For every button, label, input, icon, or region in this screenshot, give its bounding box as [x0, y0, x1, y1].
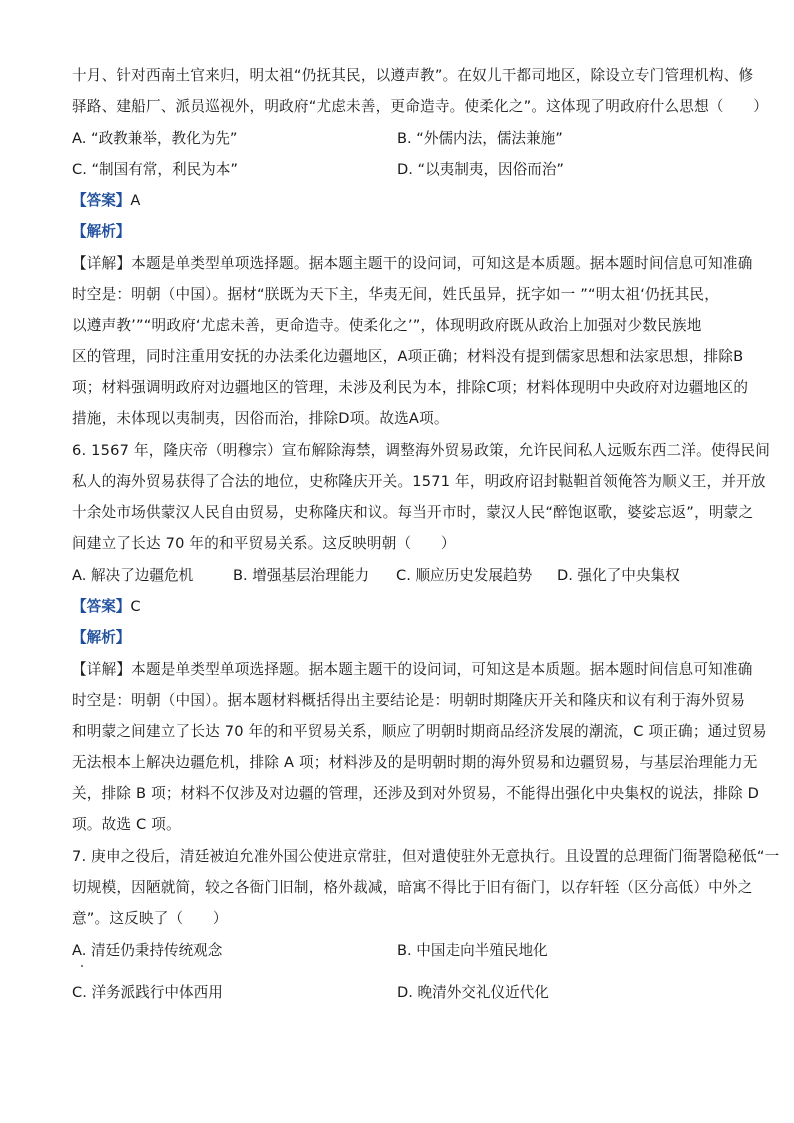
- q5-answer-value: A: [130, 192, 141, 209]
- q5-detail-line-4: 区的管理，同时注重用安抚的办法柔化边疆地区，A项正确；材料没有提到儒家思想和法家思想，排除B: [72, 348, 744, 365]
- q6-answer-label: 【答案】: [72, 598, 131, 615]
- q5-detail-line-1: 【详解】本题是单类型单项选择题。据本题主题干的设问词，可知这是本质题。据本题时间信息可知准确: [72, 255, 753, 272]
- q5-detail-line-5: 项；材料强调明政府对边疆地区的管理，未涉及利民为本，排除C项；材料体现明中央政府对边疆地区的: [72, 379, 749, 396]
- q6-answer: [72, 597, 141, 617]
- q7-option-a: A. 清廷仍秉持传统观念: [72, 942, 223, 959]
- q6-analysis-heading: [72, 628, 130, 648]
- q5-analysis-label: 【解析】: [72, 223, 131, 240]
- q6-analysis-label: 【解析】: [72, 629, 131, 646]
- q7-option-d: D. 晚清外交礼仪近代化: [397, 984, 549, 1001]
- q6-detail-line-2: 时空是：明朝（中国）。据本题材料概括得出主要结论是：明朝时期隆庆开关和隆庆和议有利于海外贸易: [72, 692, 746, 709]
- q5-option-c: C. “制国有常，利民为本”: [72, 161, 238, 178]
- q5-answer-label: 【答案】: [72, 192, 131, 209]
- q7-stem-line-2: 切规模，因陋就简，较之各衙门旧制，格外裁减，暗寓不得比于旧有衙门，以存轩轾（区分高低）中外之: [72, 879, 753, 896]
- q6-detail-line-5: 关，排除 B 项；材料不仅涉及对边疆的管理，还涉及到对外贸易，不能得出强化中央集权的说法，排除 D: [72, 785, 760, 802]
- q5-option-a: A. “政教兼举，教化为先”: [72, 130, 238, 147]
- q6-detail-line-6: 项。故选 C 项。: [72, 816, 181, 833]
- q6-stem-line-3: 十余处市场供蒙汉人民自由贸易，史称隆庆和议。每当开市时，蒙汉人民“醉饱讴歌，婆娑忘返”，明蒙之: [72, 504, 754, 521]
- q6-detail-line-1: 【详解】本题是单类型单项选择题。据本题主题干的设问词，可知这是本质题。据本题时间信息可知准确: [72, 661, 753, 678]
- q5-detail-line-2: 时空是：明朝（中国）。据材“朕既为天下主，华夷无间，姓氏虽异，抚字如一 ”“明太祖‘仍抚其民，: [72, 286, 720, 303]
- stray-dot-mark: [81, 965, 83, 967]
- q6-detail-line-3: 和明蒙之间建立了长达 70 年的和平贸易关系，顺应了明朝时期商品经济发展的潮流，C 项正确；通过贸易: [72, 723, 767, 740]
- q6-stem-line-4: 间建立了长达 70 年的和平贸易关系。这反映明朝（ ）: [72, 535, 456, 552]
- q5-detail-line-6: 措施，未体现以夷制夷，因俗而治，排除D项。故选A项。: [72, 410, 449, 427]
- q6-option-b: B. 增强基层治理能力: [233, 567, 370, 584]
- q5-stem-line-2: 驿路、建船厂、派员巡视外，明政府“尤虑未善，更命造寺。使柔化之”。这体现了明政府什么思想（ ）: [72, 98, 769, 115]
- q7-stem-line-3: 意”。这反映了（ ）: [72, 910, 228, 927]
- q5-analysis-heading: [72, 222, 130, 242]
- q6-stem-line-2: 私人的海外贸易获得了合法的地位，史称隆庆开关。1571 年，明政府诏封鞑靼首领俺答为顺义王，并开放: [72, 473, 766, 490]
- q5-answer: [72, 191, 140, 211]
- q7-stem-line-1: 7. 庚申之役后，清廷被迫允准外国公使进京常驻，但对遣使驻外无意执行。且设置的总理衙门衙署隐秘低“一: [72, 848, 780, 865]
- q5-stem-line-1: 十月、针对西南土官来归，明太祖“仍抚其民，以遵声教”。在奴儿干都司地区，除设立专门管理机构、修: [72, 67, 754, 84]
- q6-detail-line-4: 无法根本上解决边疆危机，排除 A 项；材料涉及的是明朝时期的海外贸易和边疆贸易，与基层治理能力无: [72, 754, 758, 771]
- q5-detail-line-3: 以遵声教’”“明政府‘尤虑未善，更命造寺。使柔化之’”，体现明政府既从政治上加强对少数民族地: [72, 317, 702, 334]
- q5-option-b: B. “外儒内法，儒法兼施”: [397, 130, 563, 147]
- q6-stem-line-1: 6. 1567 年，隆庆帝（明穆宗）宣布解除海禁，调整海外贸易政策，允许民间私人远贩东西二洋。使得民间: [72, 442, 771, 459]
- q5-option-d: D. “以夷制夷，因俗而治”: [397, 161, 564, 178]
- q6-answer-value: C: [130, 598, 141, 615]
- q7-option-b: B. 中国走向半殖民地化: [397, 942, 548, 959]
- q6-option-d: D. 强化了中央集权: [557, 567, 680, 584]
- q6-option-a: A. 解决了边疆危机: [72, 567, 194, 584]
- q6-option-c: C. 顺应历史发展趋势: [396, 567, 533, 584]
- q7-option-c: C. 洋务派践行中体西用: [72, 984, 223, 1001]
